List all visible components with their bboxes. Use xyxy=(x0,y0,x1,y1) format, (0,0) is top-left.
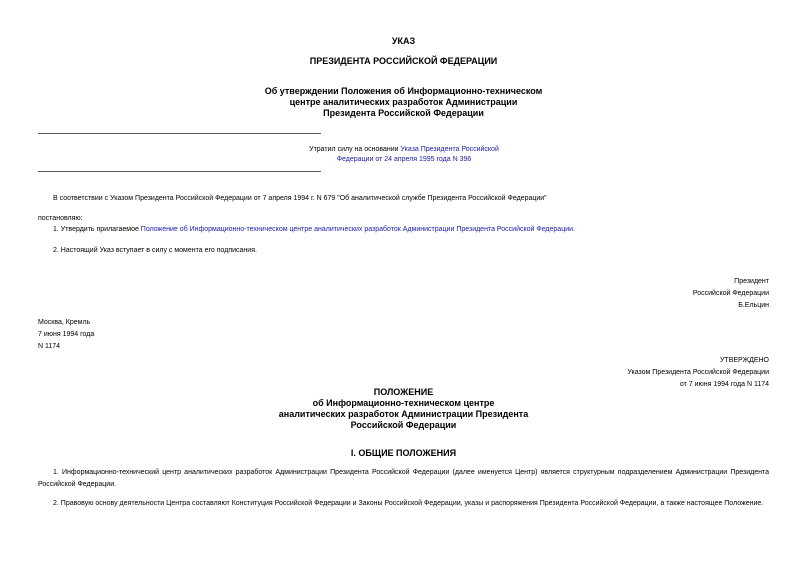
regulation-title xyxy=(0,398,807,431)
date: 7 июня 1994 года xyxy=(38,331,95,338)
approval-mark: УТВЕРЖДЕНО xyxy=(719,357,769,364)
regulation-heading: ПОЛОЖЕНИЕ xyxy=(373,387,434,397)
regulation-title-line-3: Российской Федерации xyxy=(350,420,457,430)
intro-paragraph: В соответствии с Указом Президента Российской Федерации от 7 апреля 1994 г. N 679 "Об аналитической службе Президента Российской Федерации" xyxy=(53,195,547,202)
approval-authority: Указом Президента Российской Федерации xyxy=(627,369,769,376)
place: Москва, Кремль xyxy=(38,319,91,326)
item-1-prefix: 1. Утвердить прилагаемое xyxy=(53,226,141,233)
decree-heading: УКАЗ xyxy=(391,36,416,46)
regulation-paragraph-2: 2. Правовую основу деятельности Центра составляют Конституция Российской Федерации и Законы Российской Федерации, указы и распоряжения Президента Российской Федерации, а также настоящее Положение. xyxy=(53,500,764,507)
decide-text: постановляю: xyxy=(38,215,83,222)
repeal-decree-link-cont[interactable]: Федерации от 24 апреля 1995 года N 396 xyxy=(336,156,472,163)
section-heading: I. ОБЩИЕ ПОЛОЖЕНИЯ xyxy=(350,448,457,458)
regulation-title-line-1: об Информационно-техническом центре xyxy=(312,398,495,408)
item-2: 2. Настоящий Указ вступает в силу с момента его подписания. xyxy=(53,247,257,254)
regulation-title-line-2: аналитических разработок Администрации Президента xyxy=(278,409,529,419)
regulation-link[interactable]: Положение об Информационно-техническом центре аналитических разработок Администрации Президента Российской Федерации. xyxy=(140,226,575,233)
signature-country: Российской Федерации xyxy=(692,290,769,297)
bottom-divider xyxy=(38,171,321,172)
approval-block xyxy=(627,355,769,391)
decree-title-line-1: Об утверждении Положения об Информационно-техническом xyxy=(264,86,543,96)
repeal-decree-link[interactable]: Указа Президента Российской xyxy=(400,146,499,153)
place-date-block xyxy=(38,317,94,353)
regulation-paragraph-1: 1. Информационно-технический центр аналитических разработок Администрации Президента Российской Федерации (далее именуется Центр) является структурным подразделением Администрации Президента Российской Федерации. xyxy=(38,469,769,488)
signature-title: Президент xyxy=(734,278,769,285)
decree-number: N 1174 xyxy=(38,343,61,350)
top-divider xyxy=(38,133,321,134)
approval-date: от 7 июня 1994 года N 1174 xyxy=(679,381,769,388)
decree-title-line-3: Президента Российской Федерации xyxy=(323,108,484,118)
item-1 xyxy=(53,224,793,236)
decree-title-line-2: центре аналитических разработок Администрации xyxy=(289,97,518,107)
decree-title xyxy=(0,86,807,119)
decree-issuer: ПРЕЗИДЕНТА РОССИЙСКОЙ ФЕДЕРАЦИИ xyxy=(309,56,498,66)
signature-block xyxy=(693,276,769,312)
validity-note xyxy=(256,145,552,165)
signature-name: Б.Ельцин xyxy=(738,302,769,309)
validity-prefix: Утратил силу на основании xyxy=(309,146,401,153)
